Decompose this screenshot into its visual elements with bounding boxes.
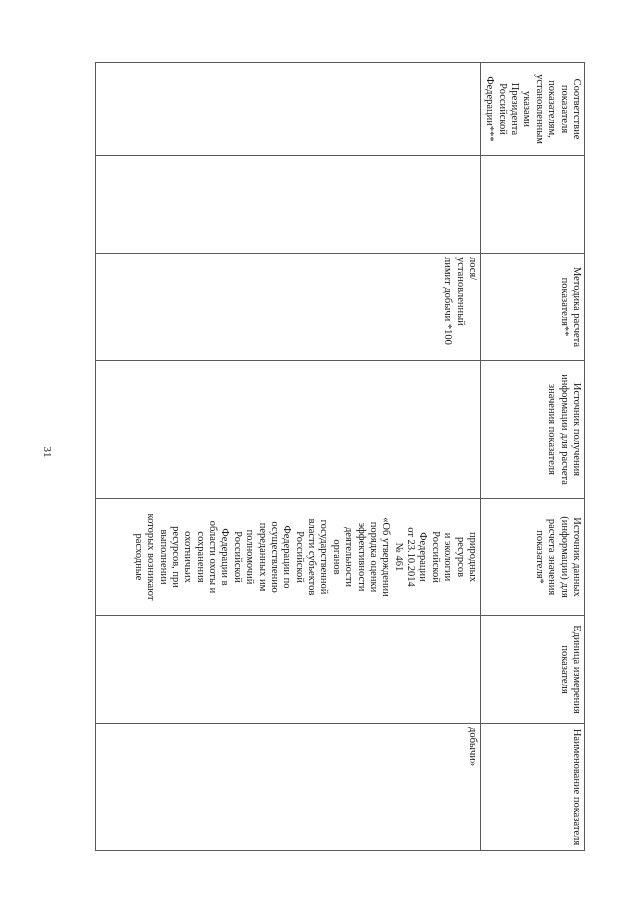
method-line: установленный — [454, 257, 466, 326]
data-source-text — [132, 502, 479, 612]
data-source-line: Российской — [429, 531, 441, 583]
data-source-line: власти субъектов — [306, 518, 318, 596]
data-source-line: органов — [330, 539, 342, 575]
header-compliance: Соответствие показателя показателям, установленным указами Президента Российской Федерации*** — [481, 63, 585, 156]
data-source-line: осуществлению — [269, 521, 280, 593]
data-source-line: Российской — [293, 531, 305, 583]
header-method: Методика расчета показателя** — [481, 254, 585, 361]
data-source-line: которых возникают — [145, 513, 157, 601]
data-source-line: области охоты и — [207, 520, 219, 594]
data-source-line: «Об утверждении — [380, 517, 392, 597]
data-source-line: деятельности — [343, 526, 355, 588]
header-unit: Единица измерения показателя — [481, 616, 585, 724]
table-row — [96, 63, 481, 851]
data-source-line: ресурсов, при — [170, 526, 181, 588]
data-source-line: выполнении — [157, 529, 169, 585]
header-info-source: Источник получения информации для расчета значения показателя — [481, 361, 585, 499]
header-data-source: Источник данных (информации) для расчета значения показателя* — [481, 499, 585, 616]
data-source-line: порядка оценки — [368, 521, 379, 593]
data-source-line: Федерации — [417, 532, 429, 582]
cell-data-source — [96, 499, 481, 616]
page-number: 31 — [41, 446, 53, 458]
cell-compliance — [96, 63, 481, 156]
indicator-table — [95, 62, 585, 851]
cell-spacer — [96, 156, 481, 254]
data-source-line: Федерации по — [281, 525, 293, 589]
data-source-line: Федерации в — [219, 528, 231, 586]
cell-name: добычи» — [96, 724, 481, 851]
cell-method — [96, 254, 481, 361]
data-source-line: сохранения — [194, 531, 206, 583]
cell-info-source — [96, 361, 481, 499]
data-source-line: ресурсов — [454, 536, 466, 578]
data-source-line: и экологии — [442, 532, 454, 582]
rotated-table-wrapper — [95, 62, 585, 850]
data-source-line: расходные — [132, 533, 144, 581]
method-line: лимит добычи *100 — [442, 257, 454, 345]
data-source-line: эффективности — [355, 522, 367, 592]
table-header-row — [481, 63, 585, 851]
method-line: лося/ — [467, 257, 478, 281]
data-source-line: переданных им — [256, 522, 268, 592]
header-spacer — [481, 156, 585, 254]
data-source-line: природных — [467, 532, 478, 582]
data-source-line: государственной — [318, 519, 330, 595]
data-source-line: полномочий — [244, 529, 256, 585]
data-source-line: от 23.10.2014 — [405, 527, 417, 587]
data-source-line: Российской — [231, 531, 243, 583]
header-name: Наименование показателя — [481, 724, 585, 851]
cell-unit — [96, 616, 481, 724]
data-source-line: охотничьих — [182, 531, 194, 583]
data-source-line: № 461 — [392, 542, 404, 572]
